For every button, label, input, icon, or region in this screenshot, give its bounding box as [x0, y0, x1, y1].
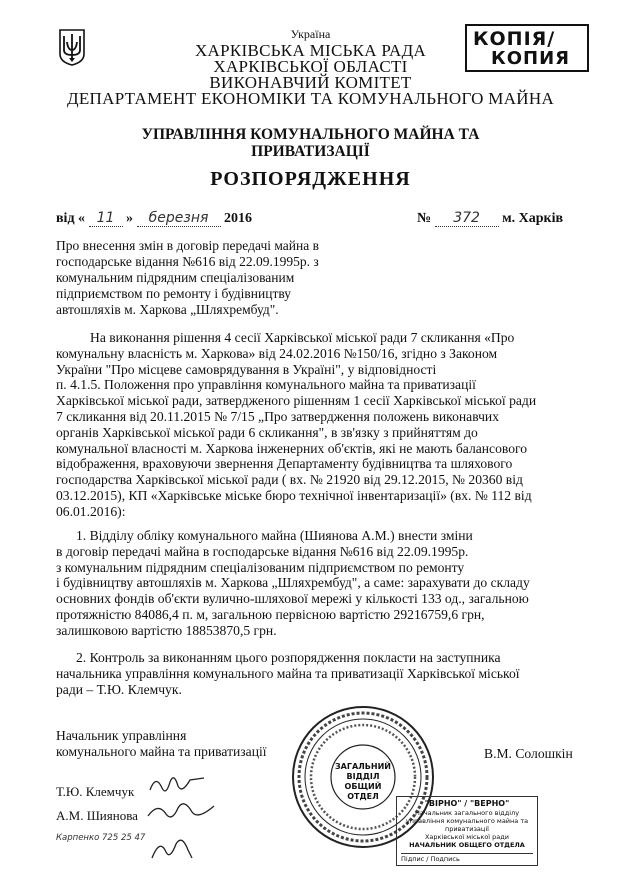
- header-executive-committee: ВИКОНАВЧИЙ КОМІТЕТ: [209, 73, 412, 92]
- title-department-line1: УПРАВЛІННЯ КОМУНАЛЬНОГО МАЙНА ТА: [141, 126, 480, 143]
- copy-stamp: [465, 24, 589, 72]
- item2-line: ради – Т.Ю. Клемчук.: [56, 681, 182, 697]
- title-doc-type: РОЗПОРЯДЖЕННЯ: [210, 168, 411, 190]
- number-label: №: [417, 211, 432, 226]
- title-department-line2: ПРИВАТИЗАЦІЇ: [251, 143, 370, 160]
- verified-line1: "ВІРНО" / "ВЕРНО": [424, 799, 510, 808]
- date-prefix: від: [56, 211, 75, 226]
- body-line: 03.12.2015), КП «Харківське міське бюро технічної інвентаризації» (вх. № 112 від: [56, 487, 532, 503]
- body-line: п. 4.1.5. Положення про управління комунального майна та приватизації: [56, 377, 476, 393]
- verified-line4: Харківської міської ради: [424, 833, 510, 841]
- subject-block: [56, 238, 376, 318]
- seal-center-line1: ЗАГАЛЬНИЙ: [335, 762, 391, 771]
- verified-line6: Підпис / Подпись: [401, 853, 533, 863]
- city: м. Харків: [502, 211, 564, 226]
- subject-line: підприємством по ремонту і будівництву: [56, 286, 292, 301]
- subject-line: комунальним підрядним спеціалізованим: [56, 270, 295, 285]
- date-open-quote: «: [78, 211, 86, 226]
- approval-klemchuk: Т.Ю. Клемчук: [56, 784, 135, 799]
- header-country: Україна: [290, 27, 331, 41]
- signature-position-line1: Начальник управління: [56, 728, 187, 743]
- body-line: 06.01.2016):: [56, 503, 126, 519]
- item1-line: залишковою вартістю 18853870,5 грн.: [56, 622, 277, 638]
- item2-line: 2. Контроль за виконанням цього розпорядження покласти на заступника: [76, 650, 501, 665]
- body-line: На виконання рішення 4 сесії Харківської міської ради 7 скликання «Про: [90, 330, 515, 345]
- body-line: комунальної власності м. Харкова інженерних об'єктів, які не мають балансового: [56, 440, 528, 456]
- header-department: ДЕПАРТАМЕНТ ЕКОНОМІКИ ТА КОМУНАЛЬНОГО МАЙНА: [66, 89, 555, 108]
- seal-center-line2: ВІДДІЛ: [346, 772, 380, 781]
- subject-line: господарське відання №616 від 22.09.1995р. з: [56, 254, 319, 269]
- executor-note: Карпенко 725 25 47: [56, 833, 146, 843]
- verified-line3: управління комунального майна та приватизації: [405, 817, 529, 833]
- signature-name: В.М. Солошкін: [484, 746, 573, 761]
- item1-line: і будівництву автошляхів м. Харкова „Шляхрембуд", а саме: зарахувати до складу: [56, 575, 530, 591]
- verified-stamp: [396, 796, 538, 866]
- body-line: господарства Харківської міської ради ( вх. № 21920 від 29.12.2015, № 20360 від: [56, 472, 523, 488]
- number-row: [417, 210, 563, 227]
- body-line: відображення, враховуючи звернення Департаменту будівництва та шляхового: [56, 456, 513, 472]
- verified-line2: Начальник загального відділу: [414, 809, 520, 817]
- item2-line: начальника управління комунального майна та приватизації Харківської міської: [56, 665, 520, 681]
- copy-stamp-line1: КОПІЯ/: [473, 28, 556, 50]
- body-line: комунальну власність м. Харкова» від 24.02.2016 №150/16, згідно з Законом: [56, 345, 498, 361]
- body-line: України "Про місцеве самоврядування в Україні", у відповідності: [56, 361, 437, 377]
- date-month: березня: [137, 210, 221, 227]
- item1-line: 1. Відділу обліку комунального майна (Шиянова А.М.) внести зміни: [76, 528, 473, 543]
- item-1: [56, 528, 580, 639]
- date-day: 11: [89, 210, 123, 227]
- item1-line: протяжністю 84086,4 п. м, загальною первісною вартістю 29216759,6 грн,: [56, 606, 485, 622]
- body-line: Харківської міської ради, затвердженого рішенням 1 сесії Харківської міської ради: [56, 393, 537, 409]
- subject-line: Про внесення змін в договір передачі майна в: [56, 238, 319, 253]
- handwritten-signatures: [144, 768, 224, 868]
- date-row: [56, 210, 252, 227]
- header-city-council: ХАРКІВСЬКА МІСЬКА РАДА: [194, 41, 427, 60]
- approval-shiyanova: А.М. Шиянова: [56, 808, 138, 823]
- item1-line: в договір передачі майна в господарське відання №616 від 22.09.1995р.: [56, 543, 469, 559]
- subject-line: автошляхів м. Харкова „Шляхрембуд".: [56, 302, 279, 317]
- seal-center-line3: ОБЩИЙ ОТДЕЛ: [344, 782, 382, 801]
- header-region: ХАРКІВСЬКОЇ ОБЛАСТІ: [213, 57, 408, 76]
- copy-stamp-line2: КОПИЯ: [491, 48, 571, 69]
- item1-line: основних фондів об'єкти вулично-шляхової мережі у кількості 133 од., загальною: [56, 591, 529, 607]
- date-year: 2016: [224, 211, 253, 226]
- body-line: 7 скликання від 20.11.2015 № 7/15 „Про затвердження положень виконавчих: [56, 408, 499, 424]
- item-2: [56, 650, 580, 697]
- item1-line: з комунальним підрядним спеціалізованим підприємством по ремонту: [56, 559, 465, 575]
- signature-position: [56, 728, 267, 760]
- seal-center-text: [330, 762, 396, 802]
- doc-number: 372: [435, 210, 499, 227]
- preamble: [56, 330, 580, 520]
- date-close-quote: »: [126, 211, 134, 226]
- body-line: органів Харківської міської ради 6 скликання", в зв'язку з прийняттям до: [56, 424, 478, 440]
- verified-line5: НАЧАЛЬНИК ОБЩЕГО ОТДЕЛА: [409, 841, 525, 849]
- signature-position-line2: комунального майна та приватизації: [56, 744, 267, 759]
